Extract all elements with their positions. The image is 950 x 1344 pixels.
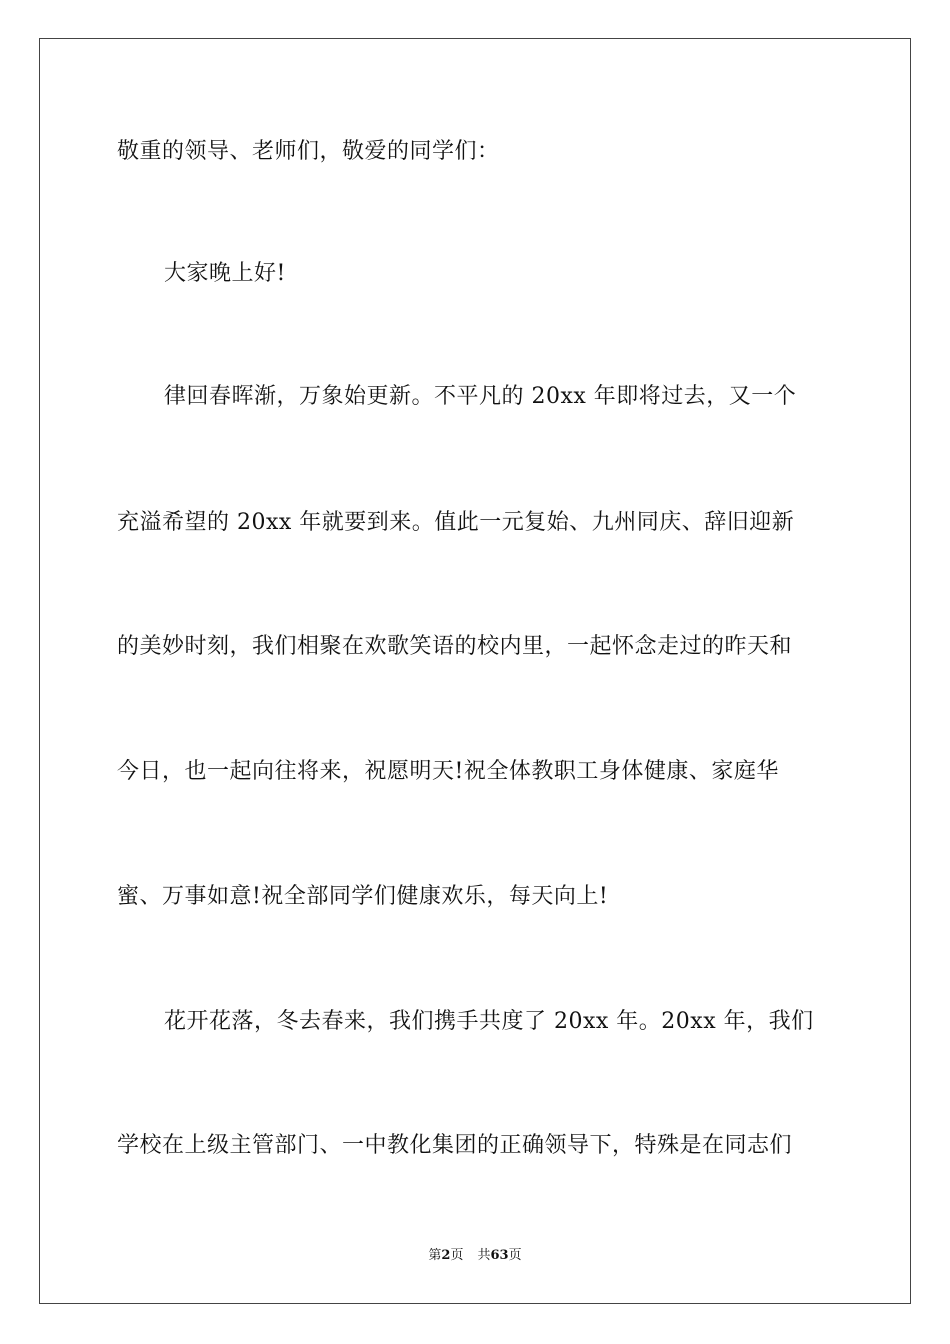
page-number-label: 第2页 <box>428 1248 464 1263</box>
paragraph-line: 充溢希望的 20xx 年就要到来。值此一元复始、九州同庆、辞旧迎新 <box>117 510 795 535</box>
paragraph-line: 的美妙时刻，我们相聚在欢歌笑语的校内里，一起怀念走过的昨天和 <box>117 634 793 659</box>
paragraph-line: 学校在上级主管部门、一中教化集团的正确领导下，特殊是在同志们 <box>117 1133 793 1158</box>
page-frame <box>39 38 911 1304</box>
paragraph-line: 今日，也一起向往将来，祝愿明天!祝全体教职工身体健康、家庭华 <box>117 759 779 784</box>
greeting-line: 大家晚上好! <box>164 261 286 286</box>
total-pages-label: 共63页 <box>477 1248 522 1263</box>
page-footer <box>0 1247 950 1265</box>
salutation-line: 敬重的领导、老师们，敬爱的同学们： <box>117 139 500 164</box>
paragraph-line: 花开花落，冬去春来，我们携手共度了 20xx 年。20xx 年，我们 <box>164 1009 814 1034</box>
paragraph-line: 蜜、万事如意!祝全部同学们健康欢乐，每天向上! <box>117 884 609 909</box>
paragraph-line: 律回春晖渐，万象始更新。不平凡的 20xx 年即将过去，又一个 <box>164 384 797 409</box>
